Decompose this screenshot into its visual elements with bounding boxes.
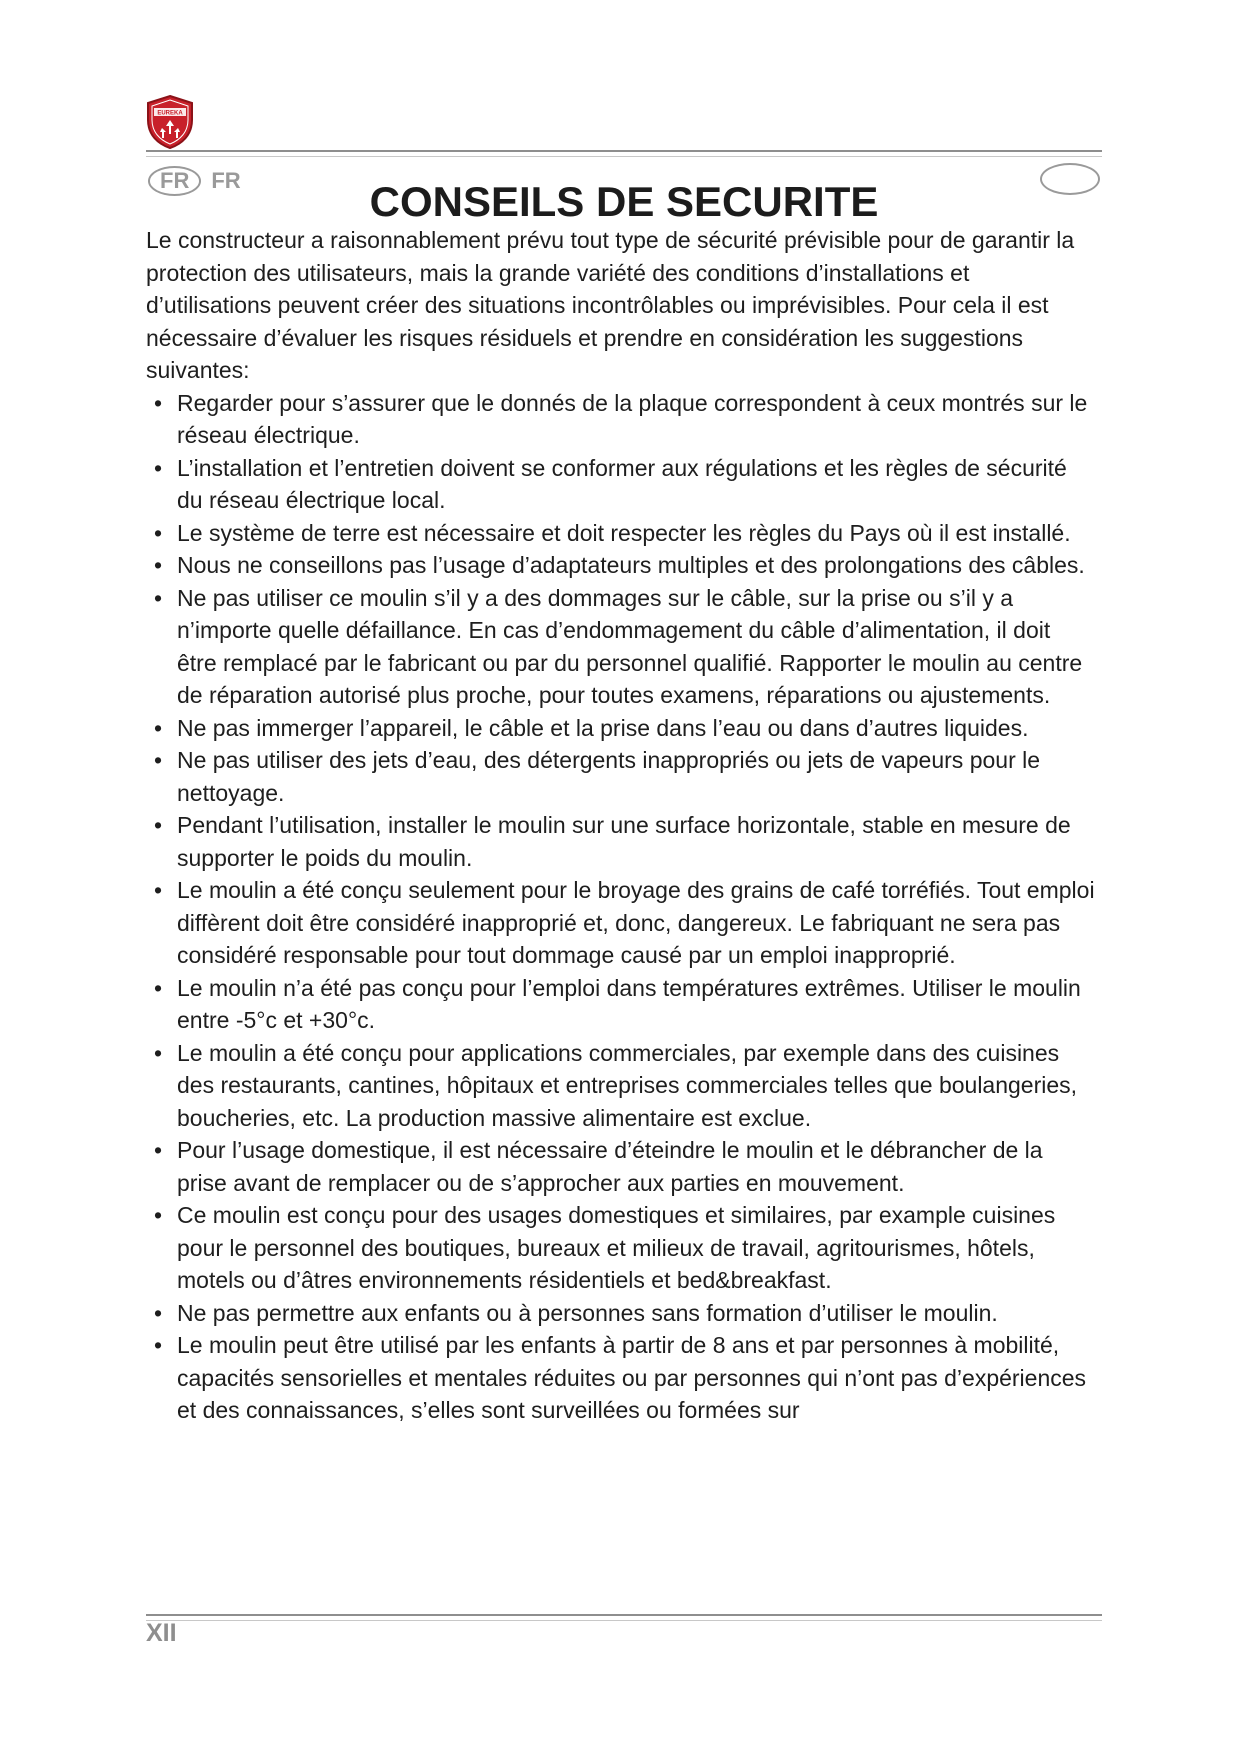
language-badge: FR: [148, 166, 201, 196]
list-item: • Pendant l’utilisation, installer le moulin sur une surface horizontale, stable en mesure de supporter le poids du moulin.: [146, 809, 1096, 874]
list-item: • Nous ne conseillons pas l’usage d’adaptateurs multiples et des prolongations des câbles.: [146, 549, 1096, 582]
safety-content: [146, 224, 1096, 1427]
intro-paragraph: Le constructeur a raisonnablement prévu tout type de sécurité prévisible pour de garantir la protection des utilisateurs, mais la grande variété des conditions d’installations et d’utilisations peuvent créer des situations incontrôlables ou imprévisibles. Pour cela il est nécessaire d’évaluer les risques résiduels et prendre en considération les suggestions suivantes:: [146, 227, 1075, 383]
list-item: • Le moulin n’a été pas conçu pour l’emploi dans températures extrêmes. Utiliser le moulin entre -5°c et +30°c.: [146, 972, 1096, 1037]
language-label: FR: [211, 168, 241, 193]
list-item: • Le moulin peut être utilisé par les enfants à partir de 8 ans et par personnes à mobilité, capacités sensorielles et mentales réduites ou par personnes qui n’ont pas d’expériences et des connaissances, s’elles sont surveillées ou formées sur: [146, 1329, 1096, 1427]
list-item: • Le moulin a été conçu pour applications commerciales, par exemple dans des cuisines des restaurants, cantines, hôpitaux et entreprises commerciales telles que boulangeries, boucheries, etc. La production massive alimentaire est exclue.: [146, 1037, 1096, 1135]
list-item: • Ne pas utiliser ce moulin s’il y a des dommages sur le câble, sur la prise ou s’il y a n’importe quelle défaillance. En cas d’endommagement du câble d’alimentation, il doit être remplacé par le fabricant ou par du personnel qualifié. Rapporter le moulin au centre de réparation autorisé plus proche, pour toutes examens, réparations ou ajustements.: [146, 582, 1096, 712]
page-number: XII: [146, 1619, 177, 1647]
page-title: CONSEILS DE SECURITE: [369, 178, 879, 225]
list-item: • Ne pas permettre aux enfants ou à personnes sans formation d’utiliser le moulin.: [146, 1297, 1096, 1330]
list-item: • Le moulin a été conçu seulement pour le broyage des grains de café torréfiés. Tout emploi diffèrent doit être considéré inapproprié et, donc, dangereux. Le fabriquant ne sera pas considéré responsable pour tout dommage causé par un emploi inapproprié.: [146, 874, 1096, 972]
header-divider: [146, 150, 1102, 157]
list-item: • Pour l’usage domestique, il est nécessaire d’éteindre le moulin et le débrancher de la prise avant de remplacer ou de s’approcher aux parties en mouvement.: [146, 1134, 1096, 1199]
safety-list: [146, 387, 1096, 1427]
list-item: • Ne pas immerger l’appareil, le câble et la prise dans l’eau ou dans d’autres liquides.: [146, 712, 1096, 745]
list-item: • Regarder pour s’assurer que le donnés de la plaque correspondent à ceux montrés sur le réseau électrique.: [146, 387, 1096, 452]
list-item: • Le système de terre est nécessaire et doit respecter les règles du Pays où il est installé.: [146, 517, 1096, 550]
list-item: • Ne pas utiliser des jets d’eau, des détergents inappropriés ou jets de vapeurs pour le nettoyage.: [146, 744, 1096, 809]
footer-divider: [146, 1614, 1102, 1621]
list-item: • Ce moulin est conçu pour des usages domestiques et similaires, par example cuisines pour le personnel des boutiques, bureaux et milieux de travail, agritourismes, hôtels, motels ou d’âtres environnements résidentiels et bed&breakfast.: [146, 1199, 1096, 1297]
eureka-logo: [144, 94, 196, 150]
logo-brand-text: EUREKA: [157, 110, 183, 117]
list-item: • L’installation et l’entretien doivent se conformer aux régulations et les règles de sécurité du réseau électrique local.: [146, 452, 1096, 517]
